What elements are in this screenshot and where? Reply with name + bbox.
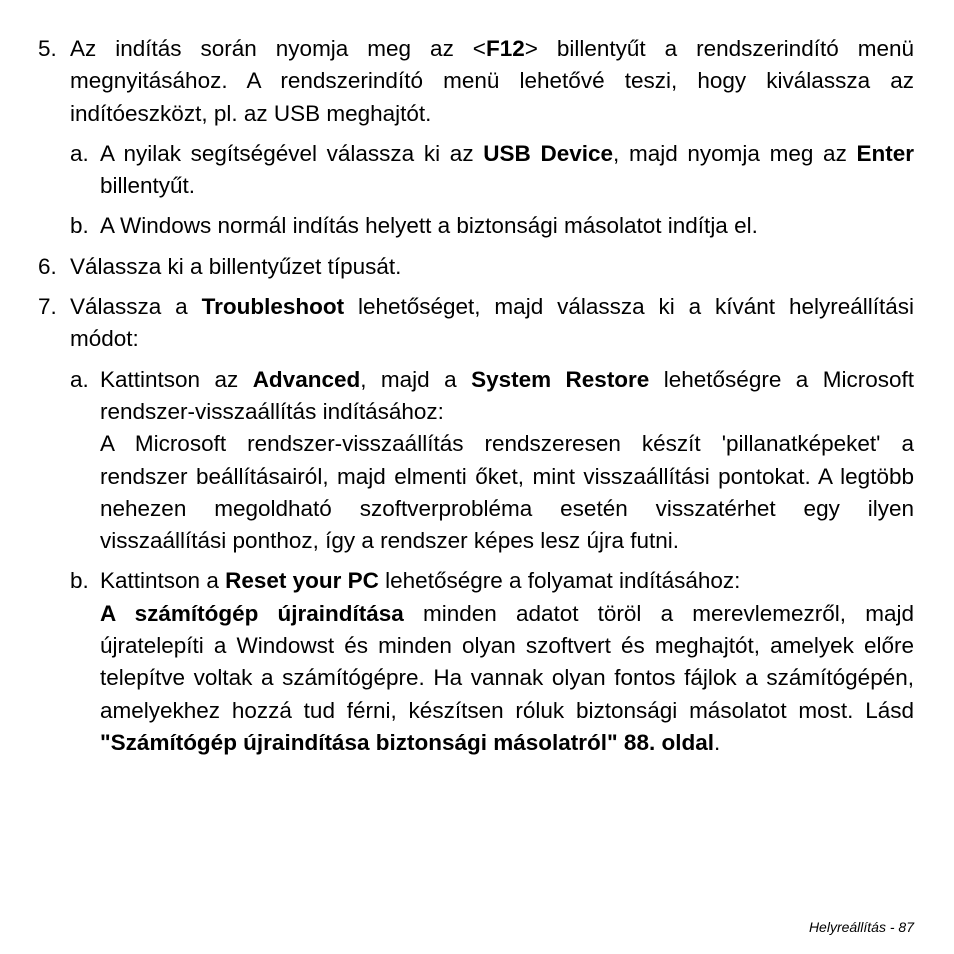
substep-7a-text [100,364,914,429]
text-span: Az indítás során nyomja meg az < [70,36,486,61]
text-span: Válassza a [70,294,202,320]
substep-7b-description [100,598,914,759]
text-span: Kattintson a [100,568,226,594]
step-7-text [70,291,914,356]
substep-body [100,364,914,558]
step-5 [38,33,914,130]
step-body [70,251,914,283]
step-body [70,291,914,356]
text-span: lehetőségre a folyamat indításához: [378,568,741,594]
step-body [70,33,914,130]
step-7 [38,291,914,356]
step-7-substeps [38,364,914,760]
text-span: , majd nyomja meg az [613,140,857,166]
text-span: lehetőségre a Microsoft rendszer-visszaállítás indításához: [100,366,914,424]
page-content [38,33,914,767]
substep-7b [70,565,914,759]
substep-7b-text [100,565,914,597]
step-number: 5. [38,36,57,61]
term-bold: Reset your PC [225,568,379,594]
footer-section-label: Helyreállítás - [808,919,895,935]
step-6-text: Válassza ki a billentyűzet típusát. [70,253,402,279]
term-bold: A számítógép újraindítása [100,600,404,626]
substep-5a-text [100,138,914,203]
text-span: lehetőséget, majd válassza ki a kívánt helyreállítási módot: [70,294,915,352]
page-footer [809,917,914,937]
substep-7a [70,364,914,558]
page-number: 87 [898,919,914,935]
key-label: Enter [856,140,915,166]
substep-body [100,565,914,759]
step-5-text [70,33,914,130]
step-5-substeps [38,138,914,243]
substep-7a-description: A Microsoft rendszer-visszaállítás rendszeresen készít 'pillanatképeket' a rendszer beállításairól, majd elmenti őket, mint visszaállítási pontokat. A legtöbb nehezen megoldható szoftverprobléma esetén visszatérhet egy ilyen visszaállítási ponthoz, így a rendszer képes lesz újra futni. [100,431,914,554]
term-bold: Advanced [252,366,361,392]
text-span: . [713,729,721,755]
substep-body [100,210,914,242]
term-bold: System Restore [471,366,650,392]
substep-5b-text: A Windows normál indítás helyett a biztonsági másolatot indítja el. [100,213,758,239]
substep-letter: b. [70,568,89,594]
key-label: F12 [485,36,525,61]
substep-5a [70,138,914,203]
text-span: > billentyűt a rendszerindító menü megnyitásához. A rendszerindító menü lehetővé teszi, hogy kiválassza az indítóeszközt, pl. az USB meghajtót. [70,36,914,126]
term-bold: Troubleshoot [201,294,345,320]
substep-letter: a. [70,140,89,166]
step-number: 6. [38,253,57,279]
step-number: 7. [38,294,57,320]
term-bold: USB Device [483,140,614,166]
text-span: , majd a [360,366,472,392]
substep-letter: a. [70,366,89,392]
substep-body [100,138,914,203]
text-span: A nyilak segítségével válassza ki az [100,140,484,166]
substep-letter: b. [70,213,89,239]
text-span: Kattintson az [100,366,253,392]
substep-5b [70,210,914,242]
text-span: minden adatot töröl a merevlemezről, majd újratelepíti a Windowst és minden olyan szoftvert és meghajtót, amelyek előre telepítve voltak a számítógépre. Ha vannak olyan fontos fájlok a számítógépén, amelyekhez hozzá tud férni, készítsen róluk biztonsági másolatot most. Lásd [100,600,914,723]
step-6 [38,251,914,283]
text-span: billentyűt. [100,173,196,199]
cross-reference: "Számítógép újraindítása biztonsági másolatról" 88. oldal [100,729,714,755]
